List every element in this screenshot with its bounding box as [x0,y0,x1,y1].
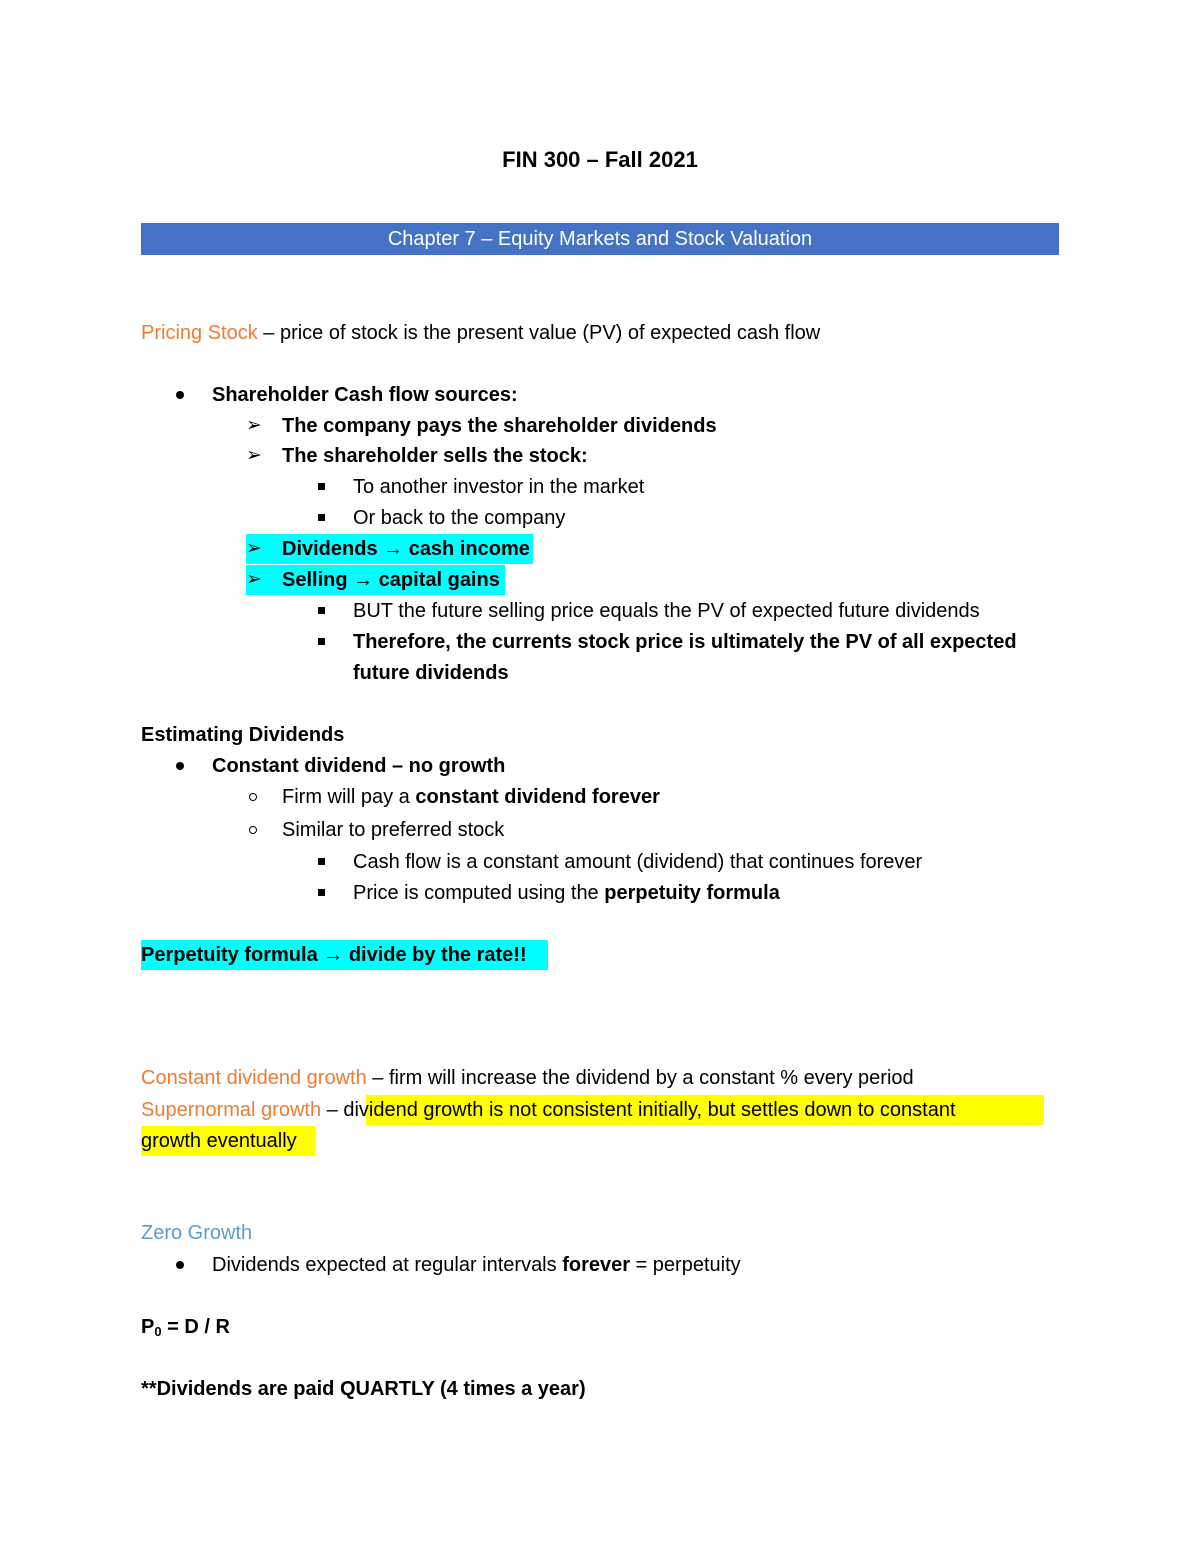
pricing-stock-term: Pricing Stock [141,322,258,344]
arrow-bullet-icon: ➢ [246,569,262,590]
price-perpetuity-text: Price is computed using the [353,882,605,904]
bullet-disc-icon [176,762,184,770]
arrow-bullet-icon: ➢ [246,445,262,466]
pricing-stock-line [141,319,820,347]
future-selling-price-point: BUT the future selling price equals the PV of expected future dividends [353,600,980,622]
firm-constant-item [282,783,660,811]
arrow-bullet-icon: ➢ [246,538,262,559]
zero-growth-formula [141,1313,230,1341]
estimating-heading: Estimating Dividends [141,724,345,746]
selling-capital-gains: Selling → capital gains [282,569,500,591]
square-bullet-icon [318,638,325,645]
chapter-banner: Chapter 7 – Equity Markets and Stock Valuation [141,223,1059,255]
supernormal-growth-definition: dividend growth is not consistent initially, but settles down to constant [343,1099,956,1121]
bullet-disc-icon [176,1261,184,1269]
price-perpetuity-item [353,879,780,907]
document-title: FIN 300 – Fall 2021 [502,147,698,172]
cashflow-sub-company: Or back to the company [353,507,566,529]
perpetuity-formula-note: Perpetuity formula → divide by the rate!! [141,944,527,966]
therefore-point-line1: Therefore, the currents stock price is ultimately the PV of all expected [353,631,1017,653]
pricing-stock-definition: – price of stock is the present value (PV) of expected cash flow [257,322,821,344]
zero-growth-bullet [212,1251,741,1279]
constant-growth-line [141,1064,914,1092]
firm-constant-text: Firm will pay a [282,786,416,808]
cashflow-item-sells: The shareholder sells the stock: [282,445,588,467]
constant-dividend-item: Constant dividend – no growth [212,755,506,777]
zero-growth-post: = perpetuity [630,1254,741,1276]
cash-flow-constant-item: Cash flow is a constant amount (dividend) that continues forever [353,851,923,873]
formula-p: P [141,1316,155,1338]
square-bullet-icon [318,514,325,521]
zero-growth-text: Dividends expected at regular intervals [212,1254,563,1276]
dividends-cash-income: Dividends → cash income [282,538,530,560]
circle-bullet-icon [249,793,257,801]
supernormal-growth-line1 [141,1096,956,1124]
square-bullet-icon [318,858,325,865]
therefore-point-line2: future dividends [353,662,509,684]
arrow-bullet-icon: ➢ [246,415,262,436]
bullet-disc-icon [176,391,184,399]
formula-subscript: 0 [154,1324,162,1339]
circle-bullet-icon [249,826,257,834]
square-bullet-icon [318,889,325,896]
square-bullet-icon [318,483,325,490]
similar-preferred-item: Similar to preferred stock [282,819,505,841]
firm-constant-bold: constant dividend forever [415,786,660,808]
supernormal-growth-line2: growth eventually [141,1130,297,1152]
zero-growth-bold: forever [562,1254,630,1276]
constant-growth-definition: – firm will increase the dividend by a constant % every period [366,1067,914,1089]
constant-growth-term: Constant dividend growth [141,1067,367,1089]
square-bullet-icon [318,607,325,614]
formula-rest: = D / R [161,1316,230,1338]
cashflow-sub-investor: To another investor in the market [353,476,645,498]
cashflow-heading: Shareholder Cash flow sources: [212,384,518,406]
cashflow-item-dividends: The company pays the shareholder dividends [282,415,717,437]
quarterly-note: **Dividends are paid QUARTLY (4 times a year) [141,1378,586,1400]
supernormal-growth-dash: – [321,1099,344,1121]
price-perpetuity-bold: perpetuity formula [604,882,780,904]
supernormal-growth-term: Supernormal growth [141,1099,322,1121]
zero-growth-heading: Zero Growth [141,1222,253,1244]
